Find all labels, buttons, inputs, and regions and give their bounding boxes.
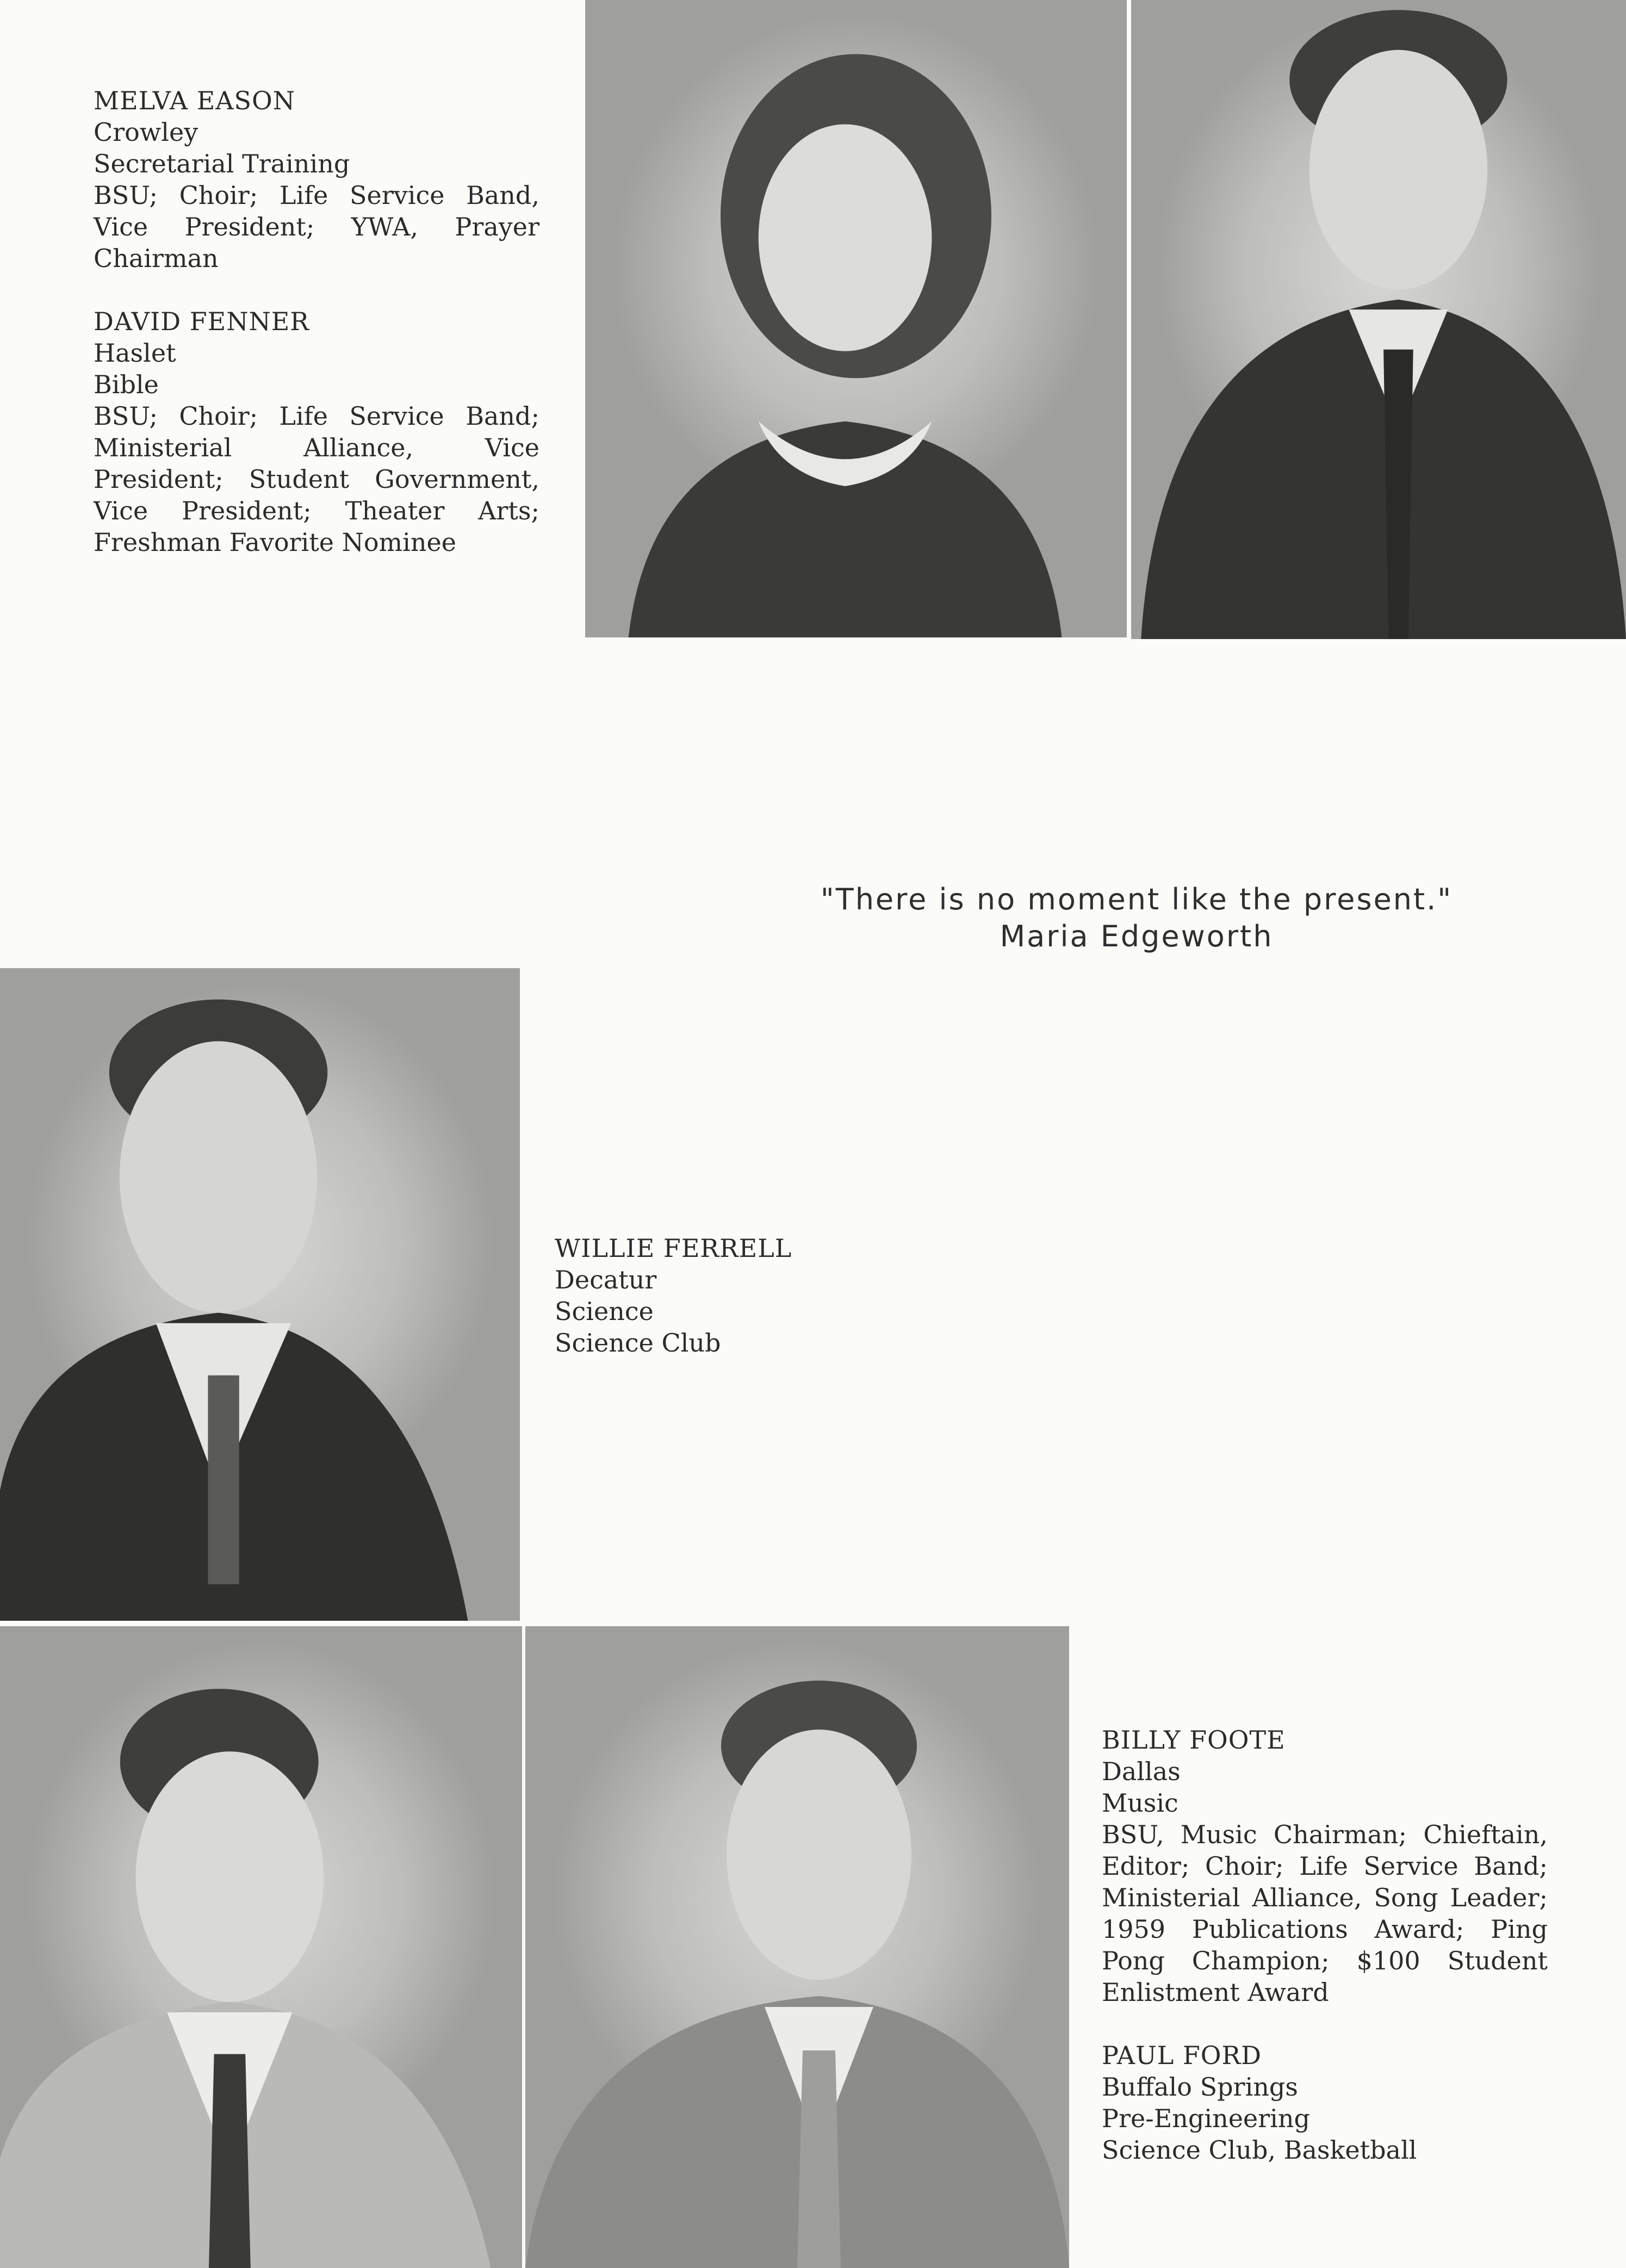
bio-entry-david-fenner <box>94 306 539 558</box>
student-activities: BSU, Music Chairman; Chieftain, Editor; Choir; Life Service Band; Ministerial Alliance, Song Leader; 1959 Publications Award; Ping Pong Champion; $100 Student Enlistment Award <box>1102 1820 1548 2007</box>
portrait-silhouette-icon <box>525 1626 1069 2268</box>
bio-entry-willie-ferrell <box>555 1232 935 1359</box>
student-name: WILLIE FERRELL <box>555 1234 792 1263</box>
quote-block <box>750 881 1523 955</box>
student-major: Music <box>1102 1788 1178 1818</box>
photo-paul-ford <box>525 1626 1069 2268</box>
student-name: DAVID FENNER <box>94 307 309 336</box>
bio-block-middle <box>555 1232 935 1390</box>
student-major: Secretarial Training <box>94 149 350 178</box>
student-activities: Science Club <box>555 1328 721 1358</box>
student-activities: Science Club, Basketball <box>1102 2135 1417 2165</box>
bio-entry-paul-ford <box>1102 2040 1548 2166</box>
student-name: PAUL FORD <box>1102 2041 1262 2070</box>
student-name: BILLY FOOTE <box>1102 1725 1286 1755</box>
photo-david-fenner <box>1131 0 1626 639</box>
portrait-silhouette-icon <box>0 968 520 1621</box>
portrait-silhouette-icon <box>585 0 1127 637</box>
portrait-silhouette-icon <box>1131 0 1626 639</box>
student-hometown: Haslet <box>94 338 176 368</box>
quote-author: Maria Edgeworth <box>1000 919 1274 953</box>
portrait-silhouette-icon <box>0 1626 522 2268</box>
student-major: Science <box>555 1297 654 1326</box>
photo-billy-foote <box>0 1626 522 2268</box>
photo-willie-ferrell <box>0 968 520 1621</box>
bio-block-bottom <box>1102 1724 1548 2197</box>
student-hometown: Dallas <box>1102 1757 1181 1786</box>
quote-text: "There is no moment like the present." <box>820 882 1453 916</box>
photo-melva-eason <box>585 0 1127 637</box>
student-name: MELVA EASON <box>94 86 295 115</box>
student-activities: BSU; Choir; Life Service Band; Ministerial Alliance, Vice President; Student Government, Vice President; Theater Arts; Freshman Favorite Nominee <box>94 401 539 557</box>
student-hometown: Crowley <box>94 117 198 147</box>
bio-entry-billy-foote <box>1102 1724 1548 2008</box>
bio-entry-melva-eason <box>94 85 539 274</box>
bio-block-top <box>94 85 539 590</box>
student-major: Pre-Engineering <box>1102 2104 1310 2133</box>
student-major: Bible <box>94 370 159 399</box>
student-hometown: Decatur <box>555 1265 657 1294</box>
student-hometown: Buffalo Springs <box>1102 2072 1298 2102</box>
student-activities: BSU; Choir; Life Service Band, Vice President; YWA, Prayer Chairman <box>94 181 539 273</box>
